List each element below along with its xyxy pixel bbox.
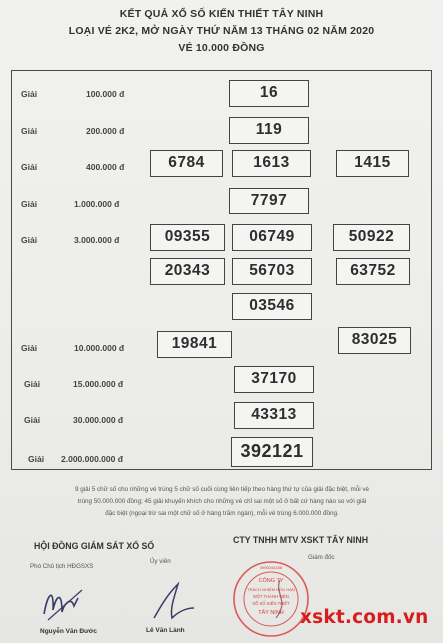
header-price: VÉ 10.000 ĐỒNG (178, 42, 265, 54)
winning-number: 16 (229, 80, 309, 107)
vice-chair-name: Nguyễn Văn Đước (40, 628, 98, 635)
winning-number: 20343 (150, 258, 225, 285)
header-subtitle: LOẠI VÉ 2K2, MỞ NGÀY THỨ NĂM 13 THÁNG 02 NĂM 2020 (68, 25, 375, 37)
site-watermark-logo: xskt.com.vn (300, 607, 429, 628)
prize-amount: 10.000.000 đ (74, 343, 125, 353)
note-line: đặc biệt (ngoại trừ sai một chữ số ở hàng trăm ngàn), mỗi vé trúng 6.000.000 đồng. (105, 510, 339, 517)
member-signature (148, 578, 198, 628)
winning-number: 03546 (232, 293, 312, 320)
prize-amount: 100.000 đ (86, 89, 125, 99)
winning-number: 83025 (338, 327, 411, 354)
special-prize-number: 392121 (231, 437, 313, 467)
company-seal (232, 560, 310, 638)
prize-note (22, 484, 422, 520)
winning-number: 43313 (234, 402, 314, 429)
prize-amount: 1.000.000 đ (74, 199, 120, 209)
vice-chair-signature (38, 578, 88, 628)
prize-amount: 200.000 đ (86, 126, 125, 136)
winning-number: 63752 (336, 258, 410, 285)
prize-amount: 3.000.000 đ (74, 235, 120, 245)
seal-text: TRÁCH NHIỆM HỮU HẠN (247, 587, 295, 592)
winning-number: 06749 (232, 224, 312, 251)
prize-label: Giải (28, 454, 45, 464)
winning-number: 50922 (333, 224, 410, 251)
winning-number: 1415 (336, 150, 409, 177)
prize-label: Giải (21, 162, 38, 172)
winning-number: 09355 (150, 224, 225, 251)
winning-number: 6784 (150, 150, 223, 177)
prize-label: Giải (24, 415, 41, 425)
prize-amount: 30.000.000 đ (73, 415, 124, 425)
prize-label: Giải (21, 89, 38, 99)
seal-text: MỘT THÀNH VIÊN (253, 594, 289, 599)
member-name: Lê Văn Lành (146, 627, 185, 634)
member-role: Ủy viên (150, 558, 171, 565)
supervisory-board-title: HỘI ĐỒNG GIÁM SÁT XỔ SỐ (34, 541, 155, 551)
prize-amount: 2.000.000.000 đ (61, 454, 123, 464)
seal-code: 3900244438 (259, 565, 283, 570)
company-title: CTY TNHH MTV XSKT TÂY NINH (233, 535, 369, 545)
seal-text: TÂY NINH (258, 610, 284, 616)
winning-number: 37170 (234, 366, 314, 393)
prize-label: Giải (24, 379, 41, 389)
seal-text: CÔNG TY (258, 578, 284, 584)
prize-label: Giải (21, 235, 38, 245)
header-title: KẾT QUẢ XỔ SỐ KIẾN THIẾT TÂY NINH (119, 8, 324, 20)
note-line: trúng 50.000.000 đồng; 45 giải khuyến khích cho những vé chỉ sai một số ở bất cứ hàng nào so với giải (77, 498, 367, 505)
header (0, 6, 443, 57)
vice-chair-role: Phó Chủ tịch HĐGSXS (30, 563, 94, 570)
winning-number: 1613 (232, 150, 311, 177)
director-role: Giám đốc (308, 554, 335, 561)
seal-text: XỔ SỐ KIẾN THIẾT (252, 601, 290, 606)
prize-amount: 400.000 đ (86, 162, 125, 172)
prize-label: Giải (21, 126, 38, 136)
winning-number: 119 (229, 117, 309, 144)
winning-number: 7797 (229, 188, 309, 214)
prize-label: Giải (21, 199, 38, 209)
prize-amount: 15.000.000 đ (73, 379, 124, 389)
note-line: 9 giải 5 chữ số cho những vé trúng 5 chữ số cuối cùng liên tiếp theo hàng thứ tự của giải đặc biệt, mỗi vé (74, 486, 370, 493)
prize-label: Giải (21, 343, 38, 353)
winning-number: 56703 (232, 258, 312, 285)
winning-number: 19841 (157, 331, 232, 358)
